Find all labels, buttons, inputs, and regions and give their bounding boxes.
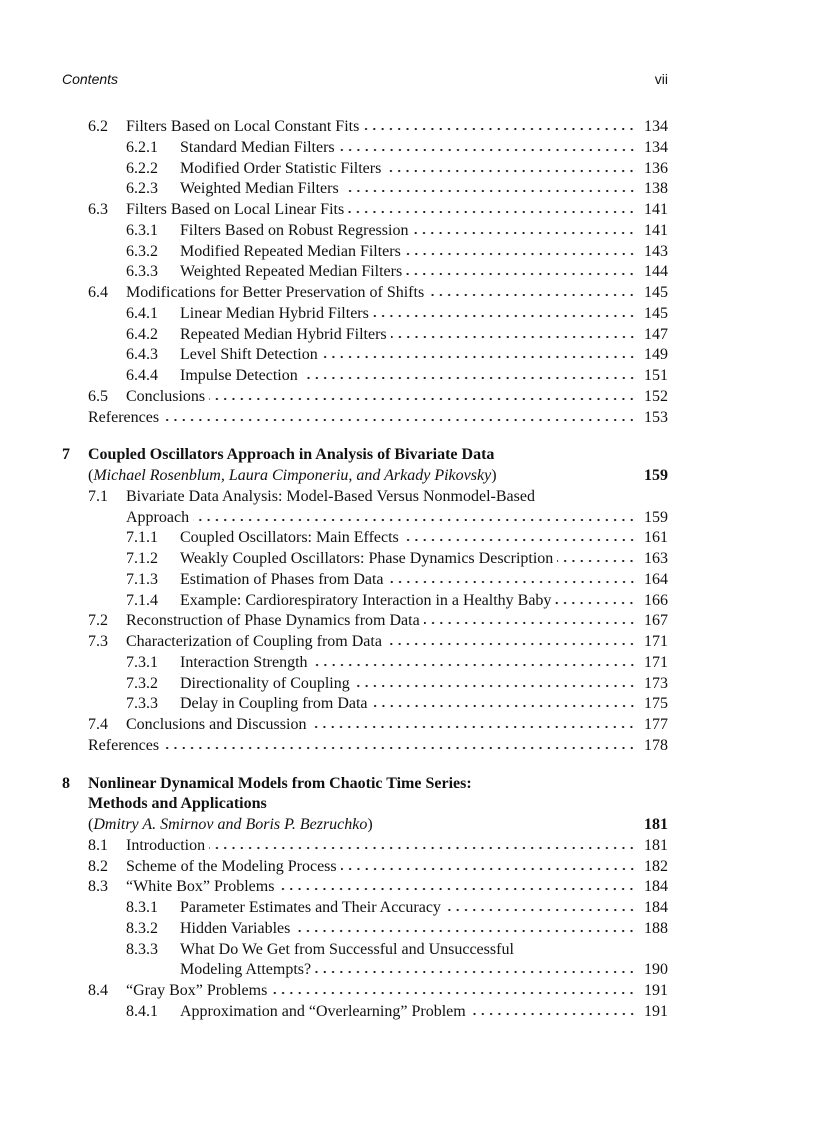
toc-entry-number: 6.4.2 xyxy=(126,325,158,343)
dot-leader xyxy=(322,345,636,359)
toc-page-number: 163 xyxy=(644,550,668,567)
toc-page-number: 151 xyxy=(644,367,668,384)
chapter-gap xyxy=(62,428,668,445)
toc-entry-number: 8 xyxy=(62,774,70,792)
toc-page-number: 184 xyxy=(644,878,668,896)
dot-leader xyxy=(406,262,636,276)
toc-page-number: 161 xyxy=(644,529,668,547)
toc-entry[interactable] xyxy=(62,387,668,408)
toc-entry[interactable] xyxy=(62,877,668,898)
toc-page-number: 177 xyxy=(644,716,668,733)
dot-leader xyxy=(363,117,636,131)
toc-entry-title: (Dmitry A. Smirnov and Boris P. Bezruchko) xyxy=(88,816,373,833)
toc-page-number: 144 xyxy=(644,263,668,281)
toc-entry-number: 6.3.2 xyxy=(126,242,158,260)
toc-entry-number: 6.3.3 xyxy=(126,263,158,281)
dot-leader xyxy=(348,200,636,214)
toc-page-number: 181 xyxy=(644,836,668,854)
toc-entry-title: Example: Cardiorespiratory Interaction in a Healthy Baby xyxy=(180,591,552,609)
toc-entry-number: 6.2.1 xyxy=(126,138,158,156)
toc-entry-title: Modeling Attempts? xyxy=(180,961,312,979)
toc-entry-number: 8.3 xyxy=(88,878,108,896)
dot-leader xyxy=(294,919,636,933)
toc-entry-number: 6.2 xyxy=(88,118,108,135)
dot-leader xyxy=(388,570,636,584)
dot-leader xyxy=(412,221,636,235)
toc-entry[interactable] xyxy=(62,262,668,283)
toc-entry-title: Coupled Oscillators Approach in Analysis of Bivariate Data xyxy=(88,446,495,464)
toc-page-number: 188 xyxy=(644,919,668,937)
toc-entry-number: 7.3.1 xyxy=(126,653,158,671)
toc-entry[interactable] xyxy=(62,570,668,591)
dot-leader xyxy=(428,283,636,297)
toc-page-number: 153 xyxy=(644,408,668,426)
toc-entry-number: 8.3.3 xyxy=(126,940,158,958)
toc-page-number: 182 xyxy=(644,857,668,875)
toc-entry-number: 7.3.3 xyxy=(126,695,158,713)
toc-entry-title: Weighted Median Filters xyxy=(180,180,339,198)
toc-chapter-title[interactable] xyxy=(62,774,668,795)
toc-entry[interactable] xyxy=(62,919,668,940)
toc-entry-title: Introduction xyxy=(126,836,206,854)
toc-entry-title: Characterization of Coupling from Data xyxy=(126,633,382,650)
dot-leader xyxy=(343,179,636,193)
toc-entry-title: Parameter Estimates and Their Accuracy xyxy=(180,899,441,916)
toc-entry[interactable] xyxy=(62,898,668,919)
dot-leader xyxy=(557,549,636,563)
toc-entry-number: 6.4.3 xyxy=(126,346,158,364)
toc-page-number: 166 xyxy=(644,591,668,609)
toc-entry[interactable] xyxy=(62,736,668,757)
dot-leader xyxy=(310,715,636,729)
toc-entry[interactable] xyxy=(62,857,668,878)
toc-entry-number: 7.3 xyxy=(88,633,108,650)
dot-leader xyxy=(391,325,636,339)
toc-page-number: 141 xyxy=(644,201,668,218)
toc-page-number: 178 xyxy=(644,736,668,754)
toc-entry[interactable] xyxy=(62,408,668,429)
toc-entry-number: 7.1.1 xyxy=(126,529,158,547)
toc-entry-title: References xyxy=(88,408,160,426)
dot-leader xyxy=(377,815,636,829)
toc-entry-title: Conclusions xyxy=(126,387,206,405)
toc-entry-title: Filters Based on Local Linear Fits xyxy=(126,201,345,218)
toc-entry-title: References xyxy=(88,736,160,754)
toc-entry[interactable] xyxy=(62,632,668,653)
toc-entry[interactable] xyxy=(62,549,668,570)
toc-entry[interactable] xyxy=(62,1002,668,1023)
toc-page-number: 159 xyxy=(644,508,668,526)
toc-entry-title: Filters Based on Local Constant Fits xyxy=(126,118,360,135)
toc-page-number: 190 xyxy=(644,961,668,979)
toc-entry[interactable] xyxy=(62,117,668,138)
toc-entry-title: Methods and Applications xyxy=(88,795,267,813)
toc-entry-number: 7.1.2 xyxy=(126,550,158,567)
toc-page-number: 173 xyxy=(644,674,668,692)
toc-entry[interactable] xyxy=(62,179,668,200)
toc-entry-number: 7.3.2 xyxy=(126,674,158,692)
toc-entry-title: Standard Median Filters xyxy=(180,138,335,156)
toc-page-number: 175 xyxy=(644,695,668,713)
toc-entry-number: 7.1.4 xyxy=(126,591,158,609)
toc-entry-number: 7.1 xyxy=(88,487,108,505)
toc-entry-number: 8.3.1 xyxy=(126,899,158,916)
toc-entry[interactable] xyxy=(62,694,668,715)
toc-entry-number: 6.4.1 xyxy=(126,304,158,322)
toc-entry[interactable] xyxy=(62,653,668,674)
toc-entry-title: Approximation and “Overlearning” Problem xyxy=(180,1002,466,1020)
toc-entry[interactable] xyxy=(62,611,668,632)
running-header-section: Contents xyxy=(62,71,119,87)
dot-leader xyxy=(555,591,636,605)
dot-leader xyxy=(403,528,636,542)
toc-entry[interactable] xyxy=(62,715,668,736)
toc-entry[interactable] xyxy=(62,221,668,242)
toc-entry-title: “White Box” Problems xyxy=(126,878,275,896)
running-header-page-number: vii xyxy=(654,71,668,87)
toc-entry-title: Coupled Oscillators: Main Effects xyxy=(180,529,399,547)
dot-leader xyxy=(372,694,636,708)
toc-entry-title: Weakly Coupled Oscillators: Phase Dynamics Description xyxy=(180,550,554,567)
toc-chapter-title[interactable] xyxy=(62,794,668,815)
dot-leader xyxy=(424,611,636,625)
toc-entry-number: 7 xyxy=(62,446,70,464)
toc-entry[interactable] xyxy=(62,159,668,180)
toc-entry-number: 6.3.1 xyxy=(126,221,158,239)
toc-entry-title: Nonlinear Dynamical Models from Chaotic Time Series: xyxy=(88,774,472,792)
toc-chapter-authors[interactable] xyxy=(62,815,668,836)
dot-leader xyxy=(354,674,636,688)
dot-leader xyxy=(302,366,636,380)
toc-page-number: 159 xyxy=(644,467,668,484)
toc-entry-title: Modified Repeated Median Filters xyxy=(180,242,401,260)
dot-leader xyxy=(315,960,636,974)
toc-page-number: 149 xyxy=(644,346,668,364)
toc-entry-title: Approach xyxy=(126,508,190,526)
toc-entry-number: 6.2.2 xyxy=(126,159,158,177)
toc-author-names: Dmitry A. Smirnov and Boris P. Bezruchko xyxy=(93,816,368,833)
toc-entry-number: 6.5 xyxy=(88,387,108,405)
dot-leader xyxy=(271,981,636,995)
toc-entry[interactable] xyxy=(62,528,668,549)
toc-page-number: 181 xyxy=(644,816,668,833)
dot-leader xyxy=(209,387,636,401)
dot-leader xyxy=(405,242,636,256)
toc-entry[interactable] xyxy=(62,304,668,325)
toc-entry[interactable] xyxy=(62,325,668,346)
toc-entry-number: 7.2 xyxy=(88,612,108,630)
toc-author-names: Michael Rosenblum, Laura Cimponeriu, and Arkady Pikovsky xyxy=(93,467,492,484)
dot-leader xyxy=(163,408,636,422)
toc-entry[interactable] xyxy=(62,487,668,508)
toc-page-number: 134 xyxy=(644,138,668,156)
toc-entry[interactable] xyxy=(62,940,668,961)
toc-entry-number: 8.4.1 xyxy=(126,1002,158,1020)
toc-entry[interactable] xyxy=(62,836,668,857)
toc-page-number: 145 xyxy=(644,304,668,322)
toc-entry[interactable] xyxy=(62,981,668,1002)
dot-leader xyxy=(341,857,636,871)
toc-page-number: 164 xyxy=(644,570,668,588)
toc-page-number: 152 xyxy=(644,387,668,405)
toc-entry-number: 7.1.3 xyxy=(126,570,158,588)
toc-page-number: 171 xyxy=(644,633,668,650)
toc-page-number: 147 xyxy=(644,325,668,343)
toc-entry-number: 8.4 xyxy=(88,982,108,999)
toc-chapter-authors[interactable] xyxy=(62,466,668,487)
toc-entry-number: 7.4 xyxy=(88,716,108,733)
toc-entry-title: (Michael Rosenblum, Laura Cimponeriu, and Arkady Pikovsky) xyxy=(88,467,497,484)
toc-entry-title: Conclusions and Discussion xyxy=(126,716,307,733)
toc-entry-title: Level Shift Detection xyxy=(180,346,318,364)
toc-entry[interactable] xyxy=(62,591,668,612)
toc-entry-number: 6.4 xyxy=(88,284,108,301)
dot-leader xyxy=(163,736,636,750)
toc-entry-number: 8.1 xyxy=(88,836,108,854)
toc-entry-title: Modifications for Better Preservation of Shifts xyxy=(126,284,425,301)
dot-leader xyxy=(312,653,636,667)
toc-entry-title: Reconstruction of Phase Dynamics from Data xyxy=(126,612,420,630)
toc-entry-title: Repeated Median Hybrid Filters xyxy=(180,325,387,343)
toc-entry[interactable] xyxy=(62,138,668,159)
toc-entry[interactable] xyxy=(62,345,668,366)
dot-leader xyxy=(193,508,636,522)
toc-entry[interactable] xyxy=(62,283,668,304)
toc-entry[interactable] xyxy=(62,960,668,981)
toc-page-number: 184 xyxy=(644,899,668,916)
toc-entry-title: Weighted Repeated Median Filters xyxy=(180,263,403,281)
toc-entry-number: 6.3 xyxy=(88,201,108,218)
toc-page-number: 143 xyxy=(644,242,668,260)
toc-entry-title: What Do We Get from Successful and Unsuccessful xyxy=(180,940,514,958)
toc-entry-title: Linear Median Hybrid Filters xyxy=(180,304,369,322)
toc-entry-number: 8.3.2 xyxy=(126,919,158,937)
table-of-contents xyxy=(62,117,668,1023)
toc-page-number: 167 xyxy=(644,612,668,630)
dot-leader xyxy=(470,1002,636,1016)
toc-entry-title: Hidden Variables xyxy=(180,919,291,937)
toc-entry-number: 6.2.3 xyxy=(126,180,158,198)
toc-entry[interactable] xyxy=(62,200,668,221)
toc-page-number: 145 xyxy=(644,284,668,301)
dot-leader xyxy=(386,632,636,646)
toc-entry-title: Modified Order Statistic Filters xyxy=(180,159,382,177)
dot-leader xyxy=(373,304,636,318)
toc-entry-title: “Gray Box” Problems xyxy=(126,982,268,999)
toc-entry-title: Impulse Detection xyxy=(180,367,298,384)
toc-page-number: 171 xyxy=(644,653,668,671)
toc-entry-number: 8.2 xyxy=(88,857,108,875)
dot-leader xyxy=(385,159,636,173)
toc-page-number: 138 xyxy=(644,180,668,198)
toc-page-number: 191 xyxy=(644,982,668,999)
toc-entry-title: Estimation of Phases from Data xyxy=(180,570,384,588)
toc-page-number: 134 xyxy=(644,118,668,135)
toc-entry[interactable] xyxy=(62,242,668,263)
dot-leader xyxy=(339,138,636,152)
dot-leader xyxy=(445,898,636,912)
toc-entry[interactable] xyxy=(62,674,668,695)
toc-entry[interactable] xyxy=(62,366,668,387)
toc-entry-title: Directionality of Coupling xyxy=(180,674,350,692)
toc-entry-title: Interaction Strength xyxy=(180,653,308,671)
toc-entry[interactable] xyxy=(62,508,668,529)
dot-leader xyxy=(278,877,636,891)
toc-chapter-title[interactable] xyxy=(62,445,668,466)
toc-entry-title: Scheme of the Modeling Process xyxy=(126,857,337,875)
dot-leader xyxy=(501,466,636,480)
toc-page-number: 141 xyxy=(644,221,668,239)
dot-leader xyxy=(209,836,636,850)
toc-page-number: 136 xyxy=(644,159,668,177)
toc-entry-title: Delay in Coupling from Data xyxy=(180,695,368,713)
toc-page-number: 191 xyxy=(644,1002,668,1020)
toc-entry-title: Filters Based on Robust Regression xyxy=(180,221,409,239)
chapter-gap xyxy=(62,757,668,774)
toc-entry-title: Bivariate Data Analysis: Model-Based Versus Nonmodel-Based xyxy=(126,487,535,505)
toc-entry-number: 6.4.4 xyxy=(126,367,158,384)
